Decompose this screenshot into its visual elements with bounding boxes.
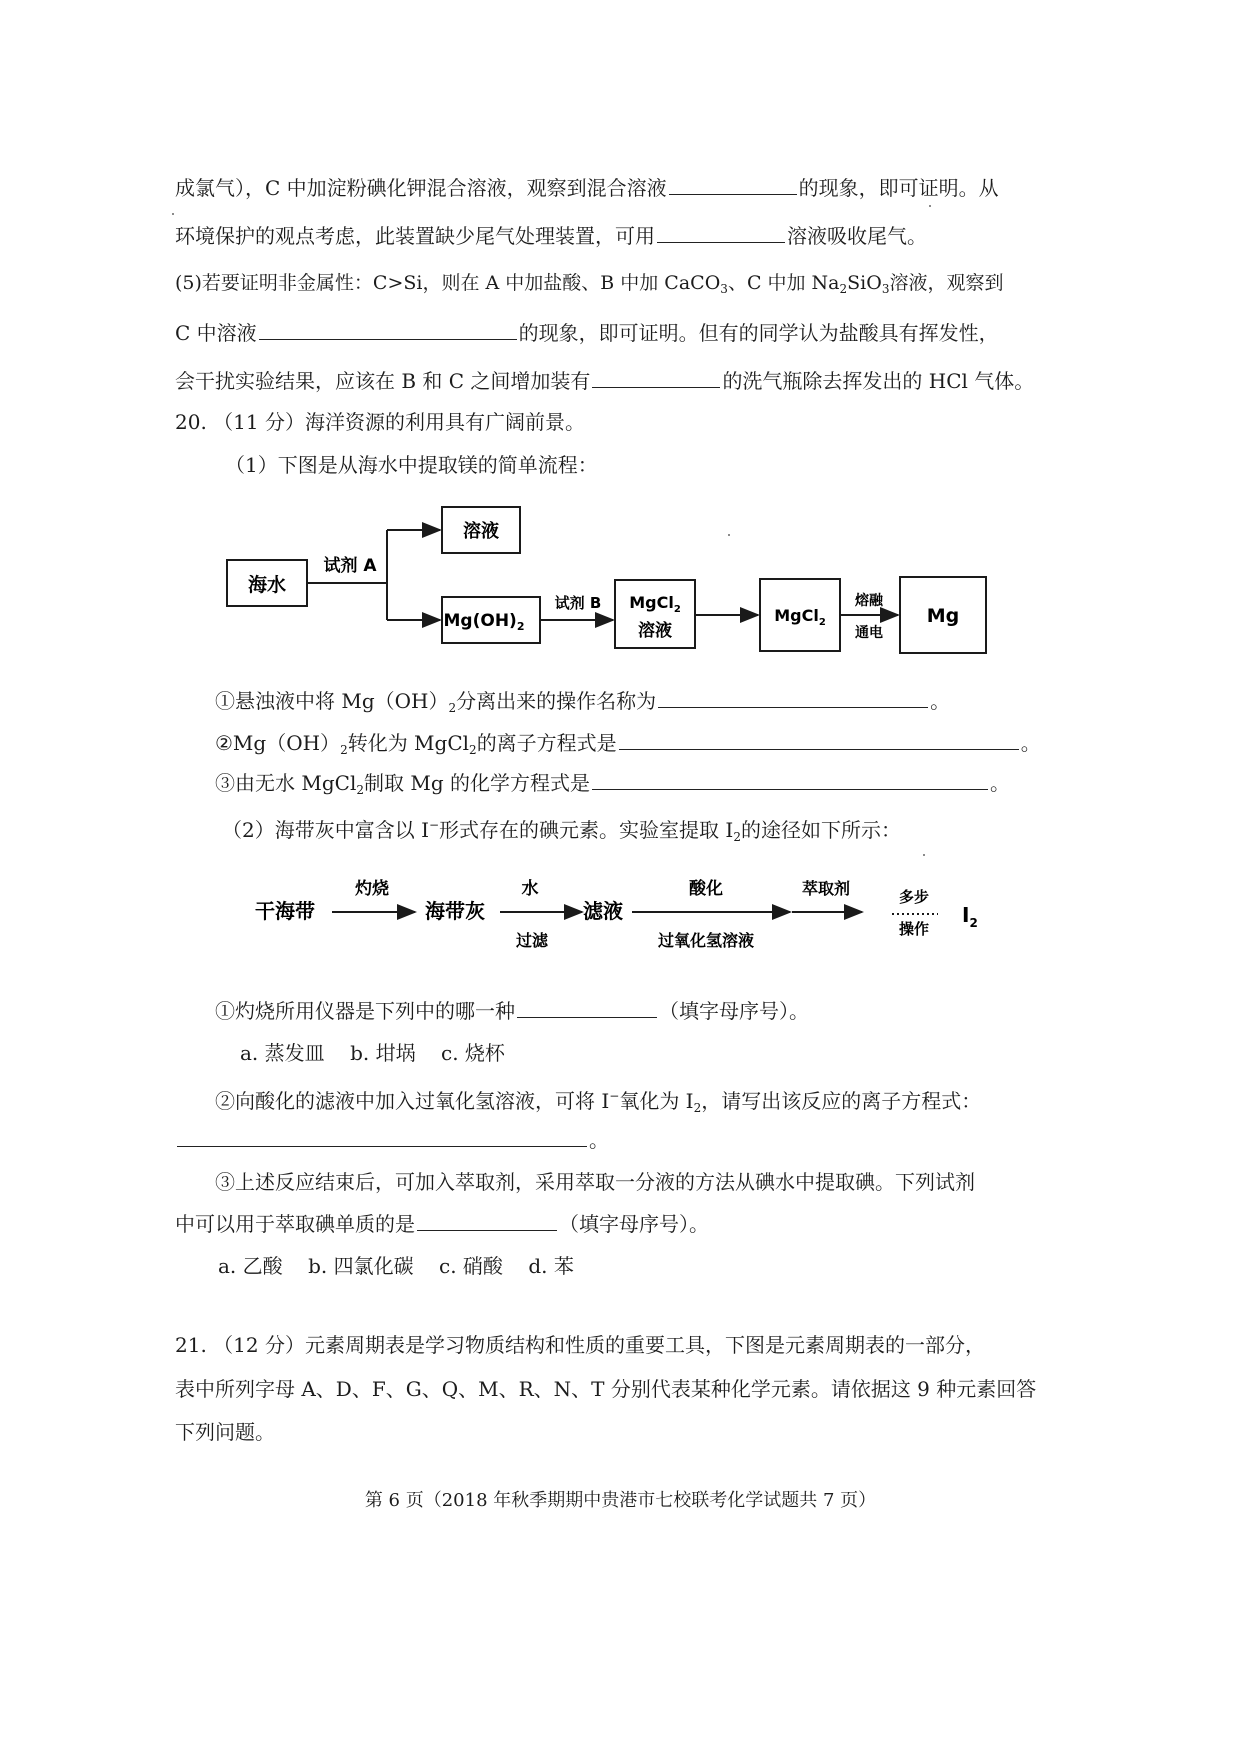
- q21-line-3: 下列问题。: [175, 1420, 275, 1444]
- svg-text:海水: 海水: [247, 574, 287, 596]
- q19-line-5: 会干扰实验结果，应该在 B 和 C 之间增加装有 的洗气瓶除去挥发出的 HCl 气体。: [175, 369, 1035, 393]
- answer-blank[interactable]: [658, 687, 928, 708]
- scan-speck: [172, 213, 174, 215]
- label-reagent-a: 试剂 A: [323, 556, 377, 576]
- svg-text:MgCl2: MgCl$_2$: [629, 593, 681, 615]
- scan-speck: [929, 205, 931, 207]
- answer-blank[interactable]: [417, 1210, 557, 1231]
- label-acidify: 酸化: [689, 879, 723, 899]
- q20-2-sub1-options: a. 蒸发皿 b. 坩埚 c. 烧杯: [240, 1041, 505, 1065]
- iodine-extraction-flowchart: [250, 860, 990, 970]
- answer-blank[interactable]: [517, 997, 657, 1018]
- label-h2o2: 过氧化氢溶液: [657, 931, 755, 950]
- box-mgoh2: [442, 597, 540, 643]
- mg-extraction-flowchart: [210, 495, 1010, 665]
- box-mgcl2: [760, 579, 840, 651]
- node-filtrate: 滤液: [583, 899, 623, 923]
- box-seawater: [227, 560, 307, 606]
- label-burn: 灼烧: [355, 879, 389, 899]
- q20-2-sub1: ①灼烧所用仪器是下列中的哪一种 （填字母序号）。: [215, 999, 809, 1023]
- q19-line-4: C 中溶液 的现象，即可证明。但有的同学认为盐酸具有挥发性，: [175, 321, 999, 345]
- svg-text:Mg(OH)2: $Mg(OH)_2$: [443, 611, 525, 633]
- q20-2-sub3-cont: 中可以用于萃取碘单质的是 （填字母序号）。: [175, 1212, 709, 1236]
- answer-blank[interactable]: [592, 367, 720, 388]
- label-multi-step: 多步: [898, 888, 930, 906]
- answer-blank[interactable]: [259, 319, 517, 340]
- q20-2-sub2-answer: 。: [175, 1126, 609, 1153]
- node-i2: $I_2$: [962, 903, 978, 930]
- box-solution: [442, 507, 520, 553]
- q20-2-sub3-options: a. 乙酸 b. 四氯化碳 c. 硝酸 d. 苯: [218, 1254, 574, 1278]
- q20-header: 20. （11 分）海洋资源的利用具有广阔前景。: [175, 410, 585, 434]
- label-reagent-b: 试剂 B: [554, 594, 602, 612]
- box-mgcl2-solution: [615, 580, 695, 648]
- q19-line-1: 成氯气），C 中加淀粉碘化钾混合溶液，观察到混合溶液 的现象，即可证明。从: [175, 176, 999, 200]
- q20-1-sub1: ①悬浊液中将 $Mg(OH)_2$分离出来的操作名称为 。: [215, 689, 951, 715]
- label-extractant: 萃取剂: [801, 879, 851, 898]
- q20-1-sub2: $②Mg(OH)_2$转化为 MgCl$_2$的离子方程式是 。: [215, 731, 1041, 757]
- q19-line-3: (5)若要证明非金属性：C>Si，则在 A 中加盐酸、B 中加 CaCO$_3$、C 中加 $Na_2SiO_3$溶液，观察到: [175, 272, 1004, 296]
- label-operation: 操作: [898, 920, 930, 938]
- label-molten: 熔融: [855, 593, 883, 609]
- q21-line-2: 表中所列字母 A、D、F、G、Q、M、R、N、T 分别代表某种化学元素。请依据这 9 种元素回答: [175, 1377, 1037, 1401]
- label-filter: 过滤: [515, 931, 549, 950]
- q20-part2-intro: （2）海带灰中富含以 I−形式存在的碘元素。实验室提取 $I_2$的途径如下所示：: [222, 818, 901, 844]
- q20-2-sub2: ②向酸化的滤液中加入过氧化氢溶液，可将 I−氧化为 $I_2$，请写出该反应的离子方程式：: [215, 1089, 982, 1115]
- q19-line-2: 环境保护的观点考虑，此装置缺少尾气处理装置，可用 溶液吸收尾气。: [175, 224, 927, 248]
- answer-blank[interactable]: [619, 729, 1019, 750]
- svg-text:溶液: 溶液: [638, 621, 672, 641]
- q21-line-1: 21. （12 分）元素周期表是学习物质结构和性质的重要工具，下图是元素周期表的一部分，: [175, 1333, 985, 1357]
- answer-blank[interactable]: [177, 1126, 587, 1147]
- answer-blank[interactable]: [669, 174, 797, 195]
- scan-speck: [728, 534, 730, 536]
- svg-text:溶液: 溶液: [463, 521, 499, 542]
- node-kelp-ash: 海带灰: [425, 899, 485, 923]
- box-mg: [900, 577, 986, 653]
- label-electrify: 通电: [855, 625, 883, 641]
- node-dry-kelp: 干海带: [255, 899, 315, 923]
- scan-speck: [923, 854, 925, 856]
- answer-blank[interactable]: [592, 769, 988, 790]
- q20-1-sub3: ③由无水 MgCl$_2$制取 Mg 的化学方程式是 。: [215, 771, 1010, 797]
- q20-part1-intro: （1）下图是从海水中提取镁的简单流程：: [225, 453, 598, 477]
- svg-text:MgCl2: MgCl$_2$: [774, 606, 826, 628]
- answer-blank[interactable]: [657, 222, 785, 243]
- page-footer: 第 6 页（2018 年秋季期期中贵港市七校联考化学试题共 7 页）: [364, 1490, 877, 1511]
- svg-text:Mg: Mg: [926, 605, 960, 627]
- q20-2-sub3: ③上述反应结束后，可加入萃取剂，采用萃取一分液的方法从碘水中提取碘。下列试剂: [215, 1170, 975, 1194]
- label-water: 水: [521, 879, 539, 899]
